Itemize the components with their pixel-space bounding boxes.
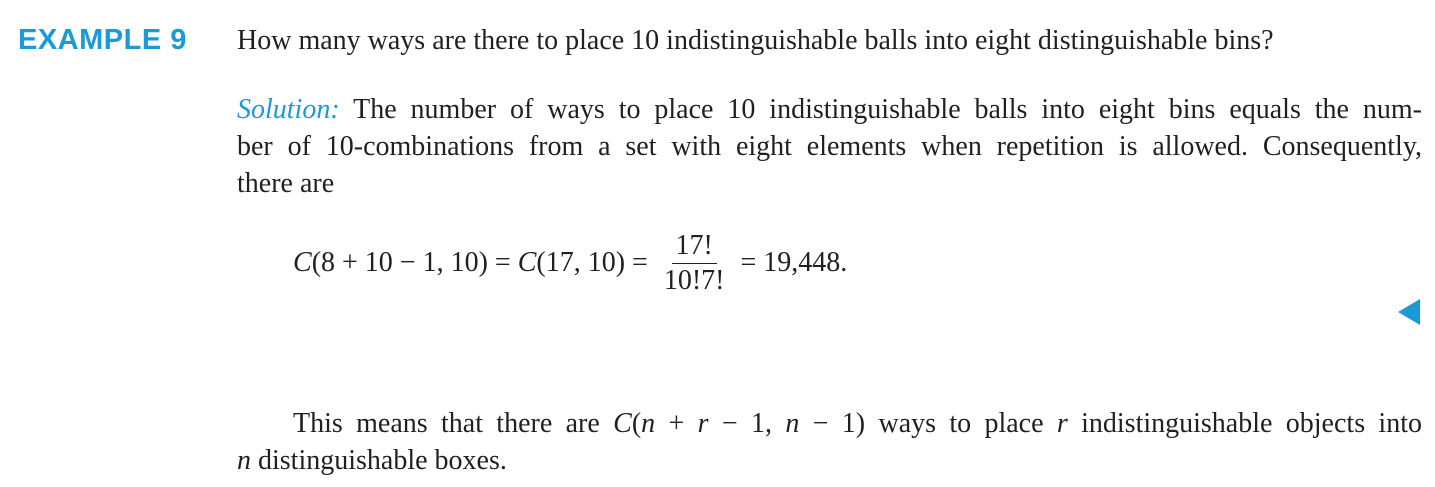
eq-fraction-denominator: 10!7!: [663, 264, 725, 296]
eq-c1: C: [293, 247, 312, 278]
remark-n2: n: [785, 408, 800, 439]
eq-result: = 19,448.: [740, 247, 848, 278]
solution-line-1: [237, 91, 1422, 128]
eq-fraction: [660, 231, 729, 296]
left-triangle-icon: [1398, 299, 1420, 325]
remark-text-3: (: [631, 408, 642, 439]
remark-text-5: +: [655, 408, 698, 439]
remark-r2: r: [1056, 408, 1068, 439]
remark-line-1: [237, 405, 1422, 442]
example-question: How many ways are there to place 10 indistinguishable balls into eight distinguishable bins?: [237, 25, 1274, 56]
eq-fraction-numerator: 17!: [672, 231, 717, 264]
remark-c: C: [613, 408, 632, 439]
eq-c2: C: [517, 247, 537, 278]
display-equation: [293, 228, 847, 298]
remark-text-11: indistinguishable objects into: [1067, 408, 1422, 439]
remark-paragraph: [237, 405, 1422, 479]
eq-c1-args: (8 + 10 − 1, 10) =: [311, 247, 518, 278]
remark-n3: n: [237, 445, 251, 476]
solution-line-2: ber of 10-combinations from a set with eight elements when repetition is allowed. Consequently,: [237, 131, 1422, 162]
remark-line-2: [237, 442, 1422, 479]
solution-label: Solution:: [237, 94, 340, 125]
remark-text-1: This means that there are: [293, 408, 614, 439]
remark-n1: n: [641, 408, 656, 439]
remark-text-13: distinguishable boxes.: [251, 445, 507, 476]
remark-r1: r: [697, 408, 709, 439]
solution-paragraph: [237, 91, 1422, 202]
solution-line-3: there are: [237, 168, 335, 199]
solution-text-1: The number of ways to place 10 indistinguishable balls into eight bins equals the num-: [353, 94, 1422, 125]
remark-text-9: − 1) ways to place: [799, 408, 1057, 439]
example-label: EXAMPLE 9: [18, 24, 187, 56]
remark-text-7: − 1,: [708, 408, 786, 439]
eq-c2-args: (17, 10) =: [536, 247, 648, 278]
